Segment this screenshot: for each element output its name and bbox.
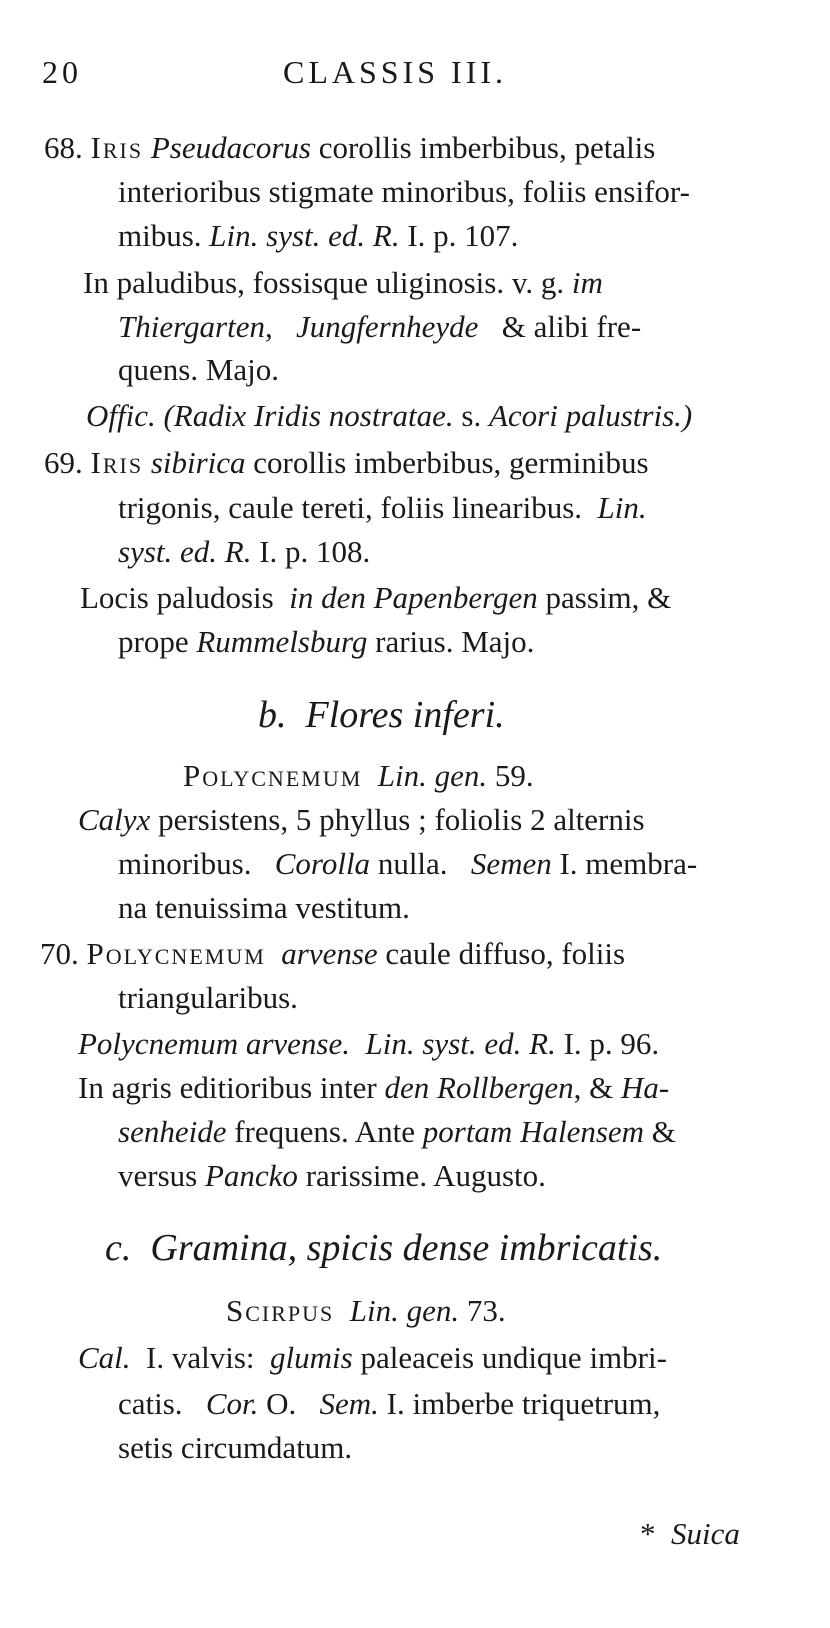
genus-name: Scirpus: [226, 1293, 335, 1328]
genus-reference: Lin. gen.: [377, 758, 488, 793]
synonym-text: Polycnemum arvense.: [78, 1026, 351, 1061]
genus-name: Polycnemum: [86, 936, 266, 971]
genus-heading: [226, 1291, 506, 1331]
habitat-text: In paludibus, fossisque uliginosis. v. g.: [83, 265, 565, 300]
entry-70-synonym: [78, 1024, 659, 1064]
description-text: I. imberbe triquetrum,: [386, 1386, 661, 1421]
genus-description-3: na tenuissima vestitum.: [118, 890, 410, 925]
term: glumis: [270, 1340, 353, 1375]
entry-70-habitat-2: [118, 1112, 676, 1152]
catchword-mark: *: [640, 1516, 656, 1551]
entry-69-habitat-2: [118, 622, 534, 662]
species-name: Pseudacorus: [150, 130, 311, 165]
genus-description-2: [118, 1384, 660, 1424]
genus-name: Iris: [90, 130, 144, 165]
habitat-text: &: [651, 1114, 676, 1149]
genus-description-3: setis circumdatum.: [118, 1430, 353, 1465]
description-text: minoribus.: [118, 846, 252, 881]
reference-text: Lin. syst. ed. R.: [365, 1026, 556, 1061]
habitat-place: Pancko: [204, 1158, 298, 1193]
section-title: Flores inferi.: [305, 694, 505, 736]
section-letter: c.: [105, 1227, 132, 1269]
term: Calyx: [78, 802, 151, 837]
officinal-text: Offic. (Radix Iridis nostratae.: [86, 398, 454, 433]
entry-69-line-1: [44, 443, 649, 483]
description-text: I. membra-: [559, 846, 698, 881]
genus-reference: Lin. gen.: [349, 1293, 460, 1328]
entry-68-habitat-1: [83, 263, 603, 303]
habitat-text: versus: [118, 1158, 198, 1193]
diagnosis-text: mibus.: [118, 218, 202, 253]
reference-text: syst. ed. R.: [118, 534, 252, 569]
habitat-place: in den Papenbergen: [289, 580, 538, 615]
habitat-place: Rummelsburg: [196, 624, 368, 659]
habitat-text: ,: [264, 309, 273, 344]
term: Semen: [470, 846, 552, 881]
catchword: [640, 1514, 740, 1554]
entry-70-habitat-3: [118, 1156, 546, 1196]
genus-description-1: [78, 1338, 667, 1378]
entry-68-line-1: [44, 128, 655, 168]
entry-70-habitat-1: [78, 1068, 669, 1108]
diagnosis-text: corollis imberbibus, petalis: [318, 130, 656, 165]
section-heading: [258, 695, 505, 735]
description-text: catis.: [118, 1386, 183, 1421]
genus-heading: [183, 756, 534, 796]
term: Cal.: [78, 1340, 131, 1375]
habitat-text: frequens. Ante: [234, 1114, 415, 1149]
page-number: 20: [42, 54, 82, 90]
entry-68-habitat-3: quens. Majo.: [118, 352, 280, 387]
habitat-text: Locis paludosis: [80, 580, 274, 615]
reference-page: I. p. 107.: [407, 218, 519, 253]
genus-number: 59.: [494, 758, 534, 793]
term: Cor.: [205, 1386, 259, 1421]
entry-number: 68.: [44, 130, 83, 165]
habitat-text: rarius. Majo.: [375, 624, 535, 659]
description-text: persistens, 5 phyllus ; foliolis 2 alternis: [158, 802, 645, 837]
habitat-place: den Rollbergen: [384, 1070, 574, 1105]
habitat-text: passim, &: [545, 580, 672, 615]
genus-name: Polycnemum: [183, 758, 363, 793]
term: Corolla: [274, 846, 371, 881]
genus-description-1: [78, 800, 645, 840]
description-text: O.: [266, 1386, 297, 1421]
entry-68-officinal: [86, 396, 692, 436]
species-name: arvense: [281, 936, 378, 971]
entry-number: 70.: [40, 936, 79, 971]
running-title: CLASSIS III.: [283, 54, 508, 90]
habitat-place: Thiergarten: [118, 309, 265, 344]
reference-text: Lin.: [597, 490, 647, 525]
habitat-place: Ha-: [620, 1070, 670, 1105]
entry-69-line-3: [118, 532, 370, 572]
entry-68-line-2: interioribus stigmate minoribus, foliis ensifor-: [118, 174, 690, 209]
diagnosis-text: trigonis, caule tereti, foliis linearibus.: [118, 490, 583, 525]
genus-description-2: [118, 844, 697, 884]
catchword-text: Suica: [671, 1516, 740, 1551]
description-text: I. valvis:: [146, 1340, 255, 1375]
entry-69-habitat-1: [80, 578, 671, 618]
entry-number: 69.: [44, 445, 83, 480]
section-title: Gramina, spicis dense imbricatis.: [150, 1227, 663, 1269]
habitat-text: prope: [118, 624, 189, 659]
reference-page: I. p. 108.: [259, 534, 371, 569]
habitat-text: & alibi fre-: [501, 309, 642, 344]
description-text: nulla.: [377, 846, 448, 881]
genus-number: 73.: [466, 1293, 506, 1328]
reference-page: I. p. 96.: [563, 1026, 660, 1061]
section-heading: [105, 1228, 662, 1268]
entry-68-line-3: [118, 216, 518, 256]
habitat-place: Jungfernheyde: [295, 309, 479, 344]
officinal-text: Acori palustris.): [488, 398, 693, 433]
diagnosis-text: caule diffuso, foliis: [385, 936, 626, 971]
habitat-text: rarissime. Augusto.: [305, 1158, 546, 1193]
habitat-text: In agris editioribus inter: [78, 1070, 377, 1105]
habitat-text: , &: [573, 1070, 614, 1105]
habitat-place: im: [571, 265, 603, 300]
description-text: paleaceis undique imbri-: [360, 1340, 667, 1375]
officinal-text: s.: [461, 398, 482, 433]
reference-text: Lin. syst. ed. R.: [209, 218, 400, 253]
habitat-place: portam Halensem: [422, 1114, 645, 1149]
species-name: sibirica: [150, 445, 246, 480]
diagnosis-text: corollis imberbibus, germinibus: [253, 445, 649, 480]
habitat-place: senheide: [118, 1114, 227, 1149]
genus-name: Iris: [90, 445, 144, 480]
section-letter: b.: [258, 694, 287, 736]
term: Sem.: [319, 1386, 379, 1421]
entry-69-line-2: [118, 488, 647, 528]
entry-70-line-1: [40, 934, 625, 974]
entry-68-habitat-2: [118, 307, 641, 347]
entry-70-line-2: triangularibus.: [118, 980, 298, 1015]
